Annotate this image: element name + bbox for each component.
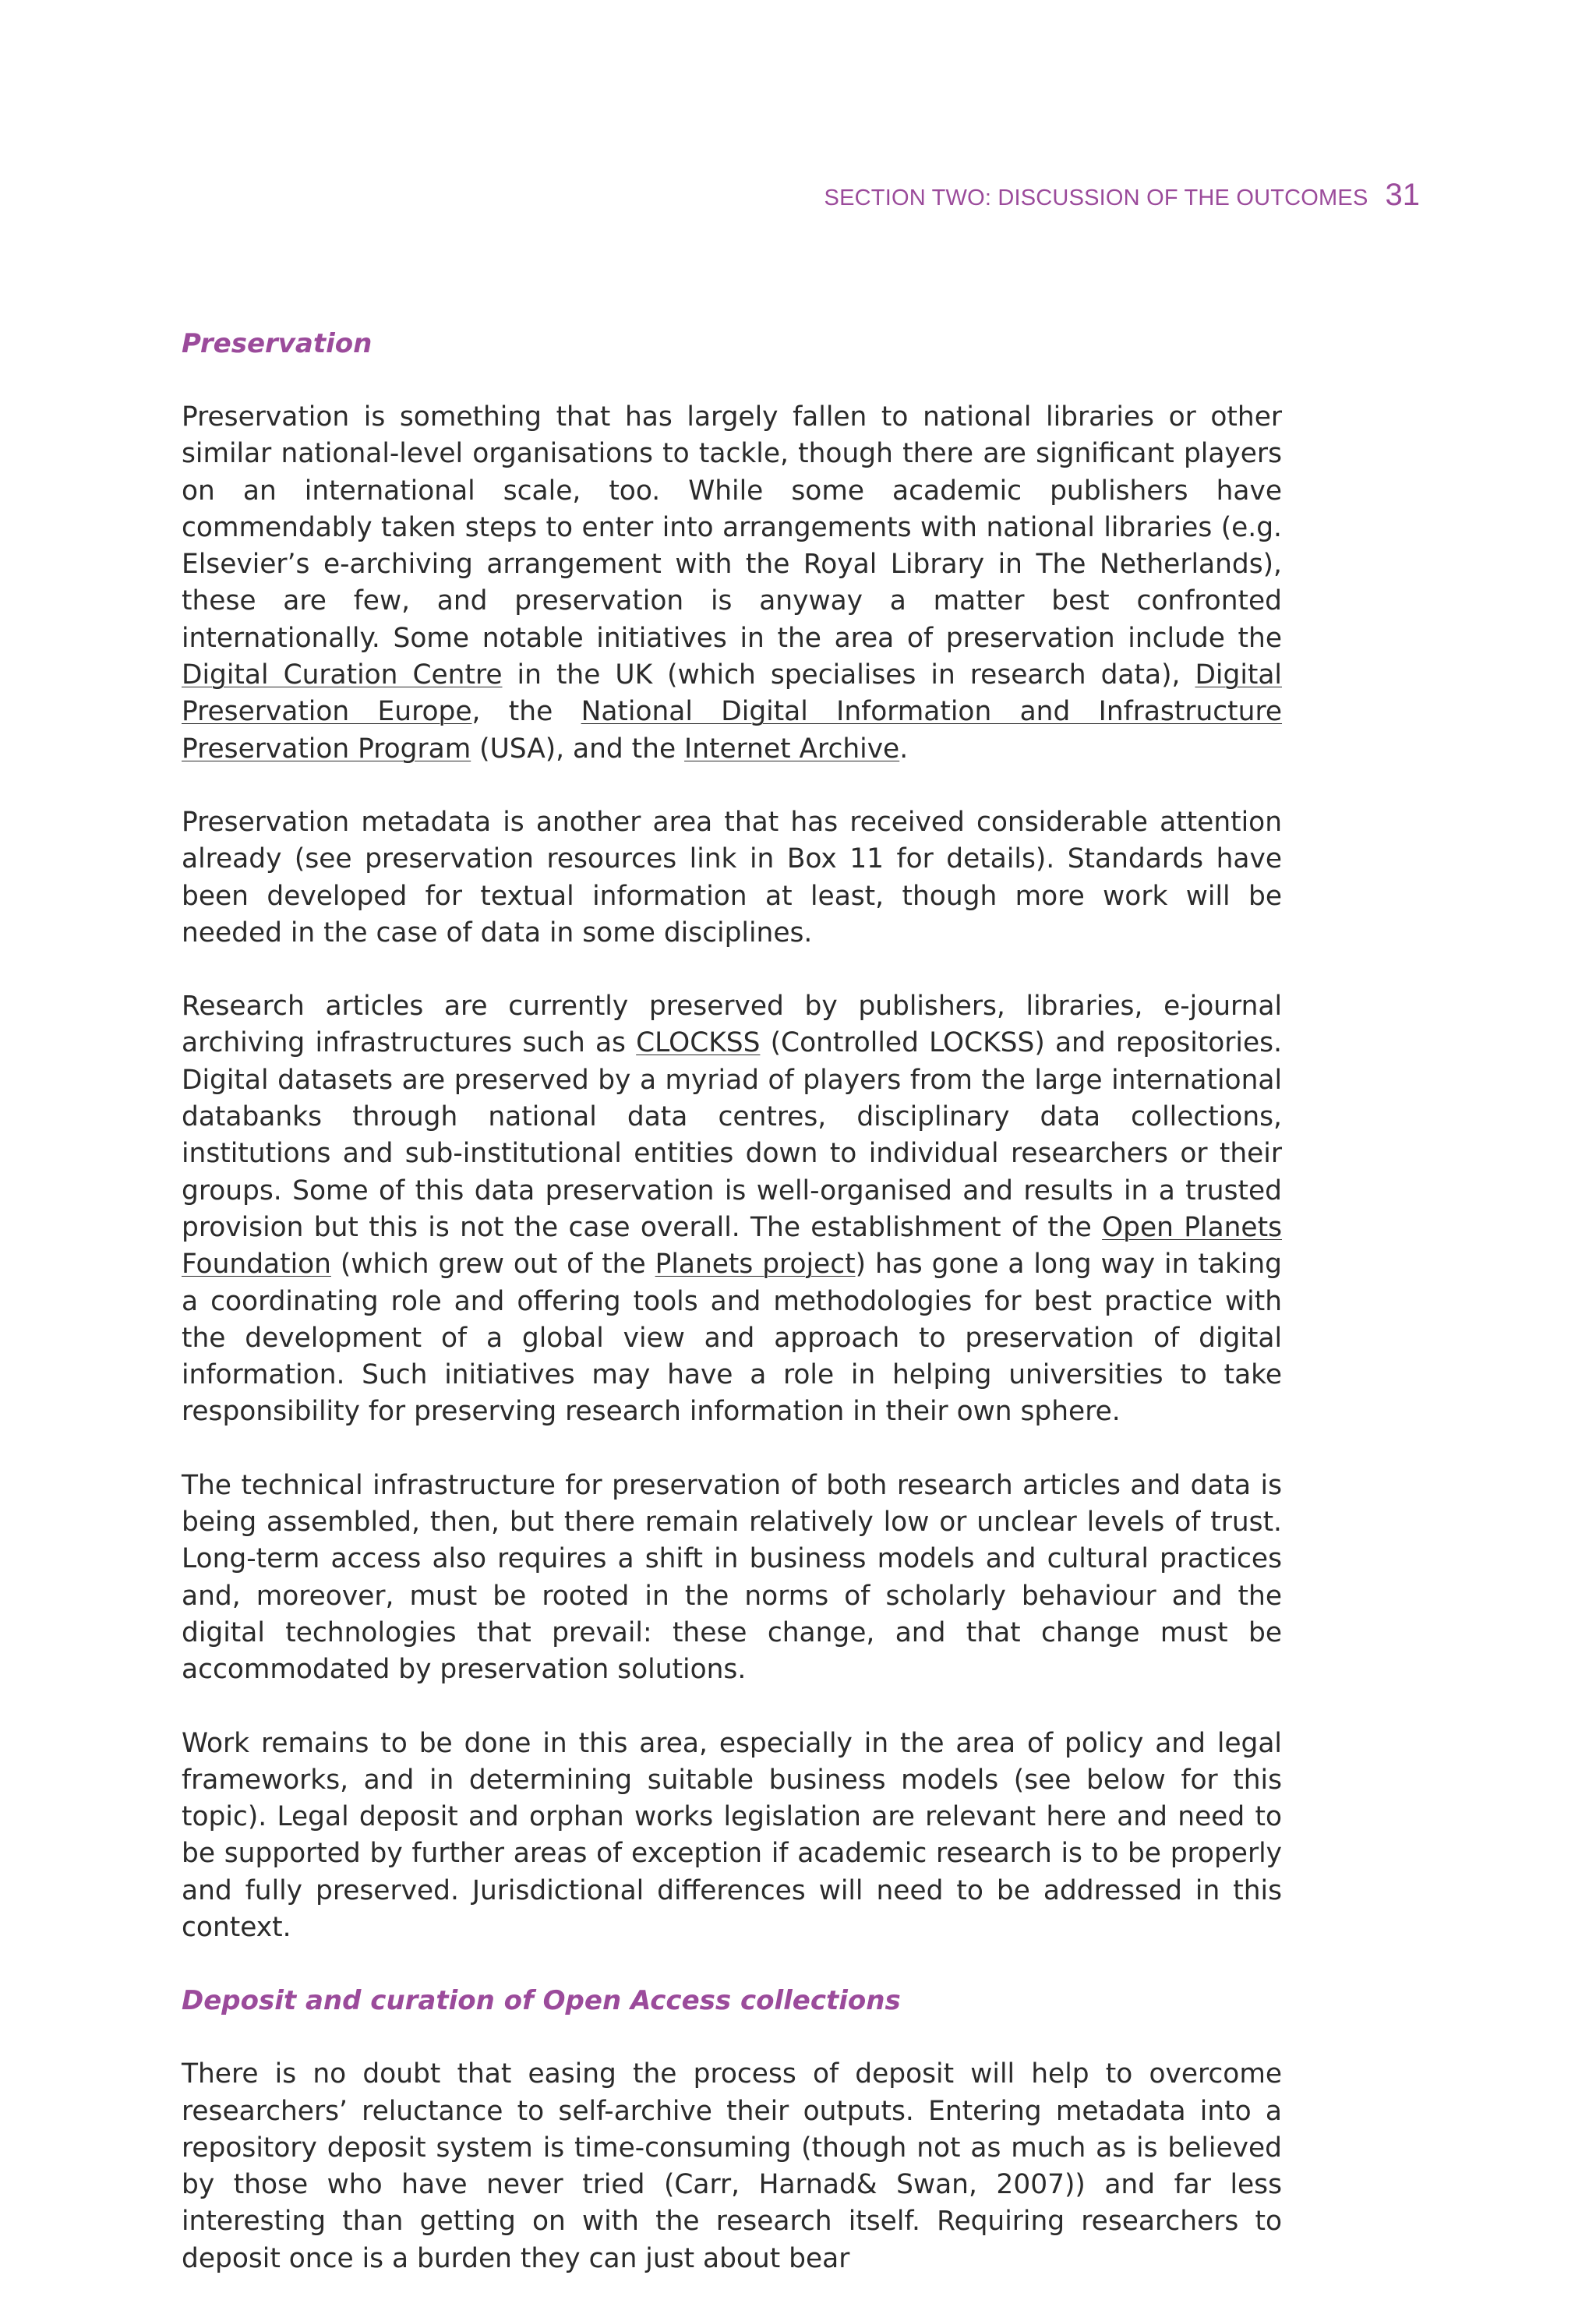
link-internet-archive[interactable]: Internet Archive (684, 733, 900, 765)
paragraph-technical-infrastructure: The technical infrastructure for preservation of both research articles and data is being assembled, then, but there remain relatively low or unclear levels of trust. Long-term access also requires a shift in business models and cultural practices and, moreover, must be rooted in the norms of scholarly behaviour and the digital technologies that prevail: these change, and that change must be accommodated by preservation solutions. (182, 1469, 1282, 1686)
paragraph-work-remains: Work remains to be done in this area, especially in the area of policy and legal frameworks, and in determining suitable business models (see below for this topic). Legal deposit and orphan works legislation are relevant here and need to be supported by further areas of exception if academic research is to be properly and fully preserved. Jurisdictional differences will need to be addressed in this context. (182, 1727, 1282, 1943)
page-number: 31 (1385, 178, 1420, 212)
link-digital-preservation-europe[interactable]: Digital Preservation Europe (182, 659, 1282, 728)
text-run: (USA), and the (471, 733, 685, 765)
text-run: (which grew out of the (330, 1249, 655, 1281)
link-digital-curation-centre[interactable]: Digital Curation Centre (182, 659, 503, 691)
link-open-planets-foundation[interactable]: Open Planets Foundation (182, 1211, 1282, 1281)
link-clockss[interactable]: CLOCKSS (636, 1027, 761, 1059)
running-header (824, 178, 1420, 213)
page-content (182, 326, 1282, 2314)
paragraph-deposit: There is no doubt that easing the process of deposit will help to overcome researchers’ reluctance to self-archive their outputs. Entering metadata into a repository deposit system is time-consuming (though not as much as is believed by those who have never tried (Carr, Harnad& Swan, 2007)) and far less interesting than getting on with the research itself. Requiring researchers to deposit once is a burden they can just about bear (182, 2058, 1282, 2274)
text-run: in the UK (which specialises in research data), (502, 659, 1195, 691)
text-run: , the (471, 696, 581, 728)
paragraph-preservation-intro (182, 399, 1282, 768)
link-ndiipp[interactable]: National Digital Information and Infrastructure Preservation Program (182, 696, 1283, 765)
text-run: Preservation is something that has largely fallen to national libraries or other similar national-level organisations to tackle, though there are significant players on an international scale, too. While some academic publishers have commendably taken steps to enter into arrangements with national libraries (e.g. Elsevier’s e-archiving arrangement with the Royal Library in The Netherlands), these are few, and preservation is anyway a matter best confronted internationally. Some notable initiatives in the area of preservation include the (182, 401, 1282, 654)
paragraph-preservation-metadata: Preservation metadata is another area that has received considerable attention already (see preservation resources link in Box 11 for details). Standards have been developed for textual information at least, though more work will be needed in the case of data in some disciplines. (182, 806, 1282, 949)
section-title: SECTION TWO: DISCUSSION OF THE OUTCOMES (824, 185, 1368, 210)
heading-deposit-curation: Deposit and curation of Open Access collections (182, 1985, 901, 2017)
text-run: ) has gone a long way in taking a coordinating role and offering tools and methodologies for best practice with the development of a global view and approach to preservation of digital information. Such initiatives may have a role in helping universities to take responsibility for preserving research information in their own sphere. (182, 1249, 1282, 1428)
text-run: (Controlled LOCKSS) and repositories. Digital datasets are preserved by a myriad of players from the large international databanks through national data centres, disciplinary data collections, institutions and sub-institutional entities down to individual researchers or their groups. Some of this data preservation is well-organised and results in a trusted provision but this is not the case overall. The establishment of the (182, 1027, 1282, 1243)
text-run: Research articles are currently preserved by publishers, libraries, e-journal archiving infrastructures such as (182, 991, 1282, 1059)
heading-preservation: Preservation (182, 328, 373, 359)
link-planets-project[interactable]: Planets project (655, 1249, 856, 1281)
text-run: . (899, 733, 909, 765)
paragraph-research-articles (182, 988, 1282, 1431)
